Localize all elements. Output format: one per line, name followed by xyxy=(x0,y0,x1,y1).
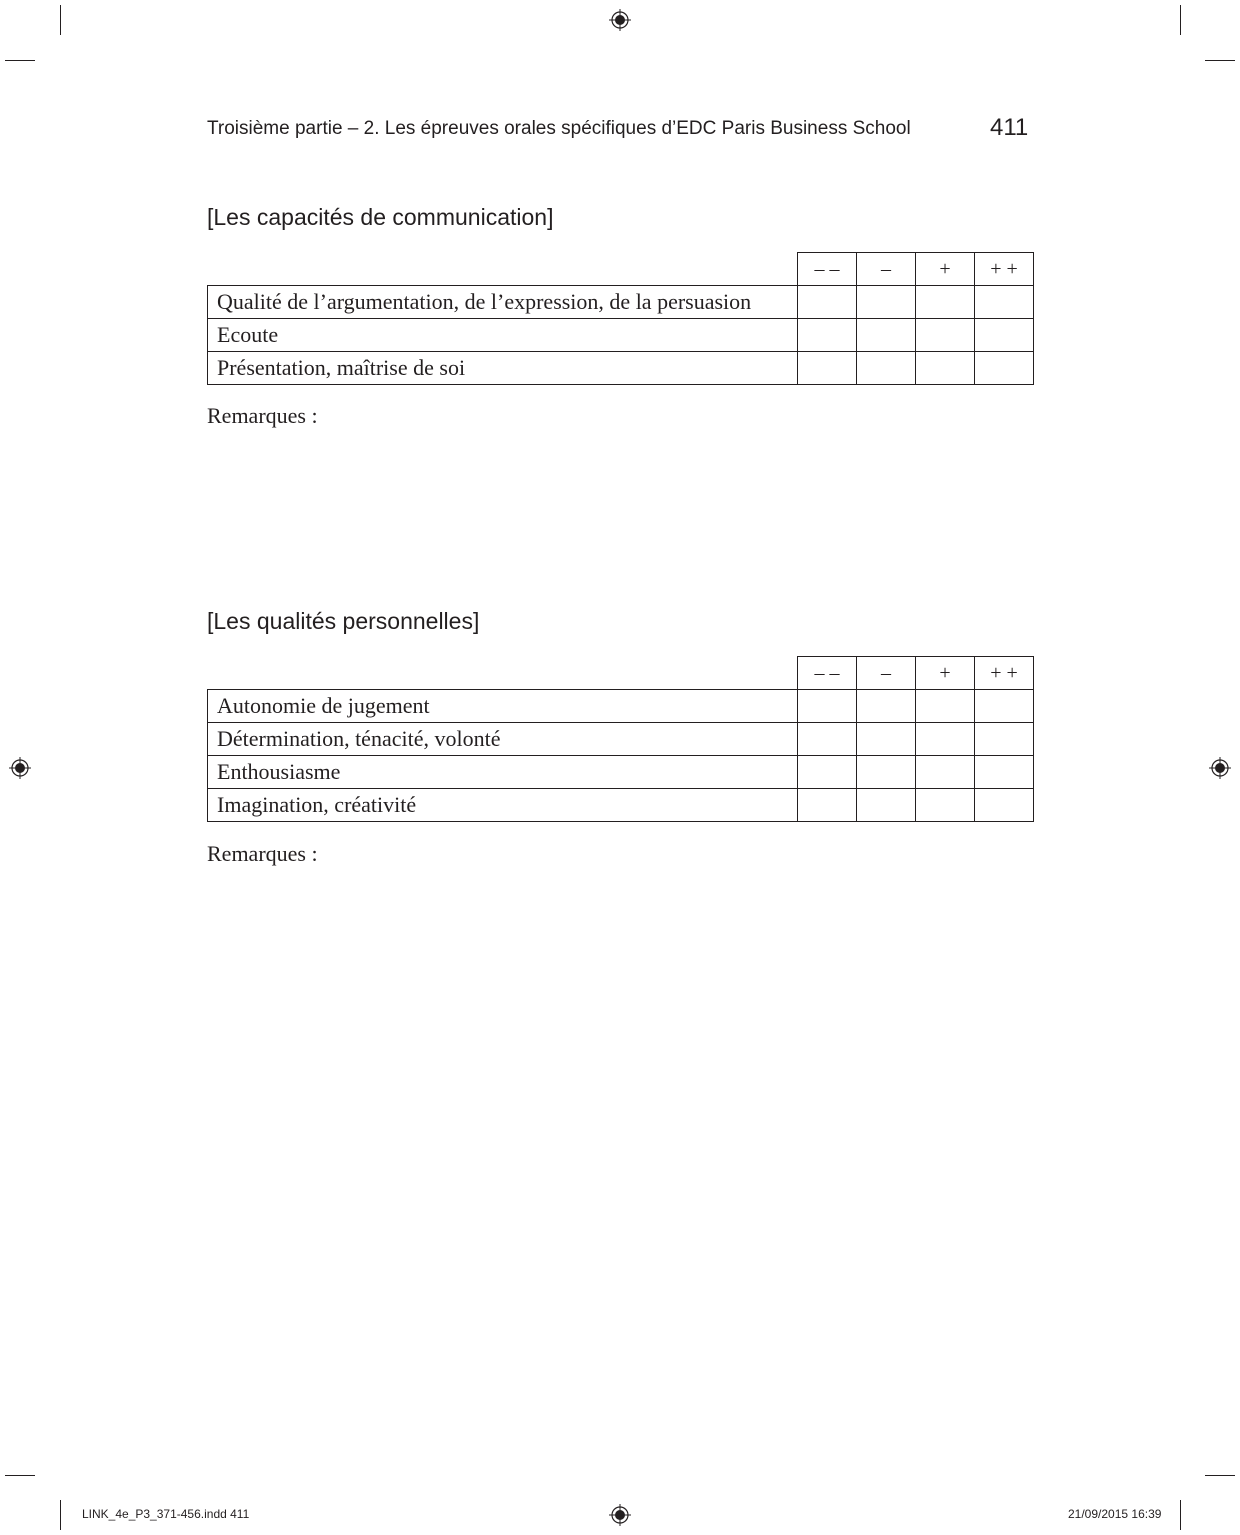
rating-cell[interactable] xyxy=(798,690,857,723)
crop-mark xyxy=(5,60,35,61)
rating-cell[interactable] xyxy=(916,319,975,352)
rating-cell[interactable] xyxy=(857,690,916,723)
remarks-label: Remarques : xyxy=(207,841,318,866)
rating-cell[interactable] xyxy=(975,286,1034,319)
rating-cell[interactable] xyxy=(798,723,857,756)
page-number: 411 xyxy=(990,114,1029,141)
rating-cell[interactable] xyxy=(916,286,975,319)
criterion-label: Imagination, créativité xyxy=(208,789,798,822)
rating-cell[interactable] xyxy=(975,789,1034,822)
crop-mark xyxy=(60,5,61,35)
table-row xyxy=(208,286,1034,319)
rating-cell[interactable] xyxy=(857,319,916,352)
criterion-label: Enthousiasme xyxy=(208,756,798,789)
rating-cell[interactable] xyxy=(857,352,916,385)
rating-cell[interactable] xyxy=(916,352,975,385)
remarks-label: Remarques : xyxy=(207,403,318,428)
rating-cell[interactable] xyxy=(916,690,975,723)
rating-cell[interactable] xyxy=(798,756,857,789)
criterion-label: Présentation, maîtrise de soi xyxy=(208,352,798,385)
scale-header: + + xyxy=(975,253,1034,286)
scale-header: – – xyxy=(798,253,857,286)
scale-header: – – xyxy=(798,657,857,690)
registration-mark-icon xyxy=(609,9,631,31)
rating-cell[interactable] xyxy=(798,789,857,822)
criterion-label: Ecoute xyxy=(208,319,798,352)
section-title: [Les qualités personnelles] xyxy=(207,608,480,634)
criterion-label: Qualité de l’argumentation, de l’expression, de la persuasion xyxy=(208,286,798,319)
footer-file-info: LINK_4e_P3_371-456.indd 411 xyxy=(82,1507,250,1521)
rating-cell[interactable] xyxy=(916,723,975,756)
rating-cell[interactable] xyxy=(975,319,1034,352)
table-header-row xyxy=(208,253,1034,286)
table-header-row xyxy=(208,657,1034,690)
evaluation-table-personal xyxy=(207,656,1034,822)
header-blank xyxy=(208,253,798,286)
table-row xyxy=(208,789,1034,822)
evaluation-table-communication xyxy=(207,252,1034,385)
rating-cell[interactable] xyxy=(975,352,1034,385)
crop-mark xyxy=(5,1475,35,1476)
crop-mark xyxy=(1205,1475,1235,1476)
criterion-label: Autonomie de jugement xyxy=(208,690,798,723)
rating-cell[interactable] xyxy=(975,756,1034,789)
rating-cell[interactable] xyxy=(798,352,857,385)
crop-mark xyxy=(60,1500,61,1530)
rating-cell[interactable] xyxy=(916,756,975,789)
header-blank xyxy=(208,657,798,690)
rating-cell[interactable] xyxy=(975,690,1034,723)
rating-cell[interactable] xyxy=(798,319,857,352)
scale-header: – xyxy=(857,253,916,286)
registration-mark-icon xyxy=(9,757,31,779)
rating-cell[interactable] xyxy=(857,286,916,319)
rating-cell[interactable] xyxy=(857,789,916,822)
rating-cell[interactable] xyxy=(857,756,916,789)
table-row xyxy=(208,723,1034,756)
footer-date: 21/09/2015 16:39 xyxy=(1068,1507,1162,1521)
table-row xyxy=(208,756,1034,789)
scale-header: – xyxy=(857,657,916,690)
registration-mark-icon xyxy=(1209,757,1231,779)
scale-header: + xyxy=(916,253,975,286)
scale-header: + xyxy=(916,657,975,690)
crop-mark xyxy=(1205,60,1235,61)
rating-cell[interactable] xyxy=(857,723,916,756)
table-row xyxy=(208,319,1034,352)
section-title: [Les capacités de communication] xyxy=(207,204,554,230)
crop-mark xyxy=(1180,1500,1181,1530)
running-head: Troisième partie – 2. Les épreuves orales spécifiques d’EDC Paris Business School xyxy=(207,118,911,139)
crop-mark xyxy=(1180,5,1181,35)
scale-header: + + xyxy=(975,657,1034,690)
table-row xyxy=(208,690,1034,723)
rating-cell[interactable] xyxy=(975,723,1034,756)
table-row xyxy=(208,352,1034,385)
criterion-label: Détermination, ténacité, volonté xyxy=(208,723,798,756)
rating-cell[interactable] xyxy=(916,789,975,822)
rating-cell[interactable] xyxy=(798,286,857,319)
registration-mark-icon xyxy=(609,1504,631,1526)
